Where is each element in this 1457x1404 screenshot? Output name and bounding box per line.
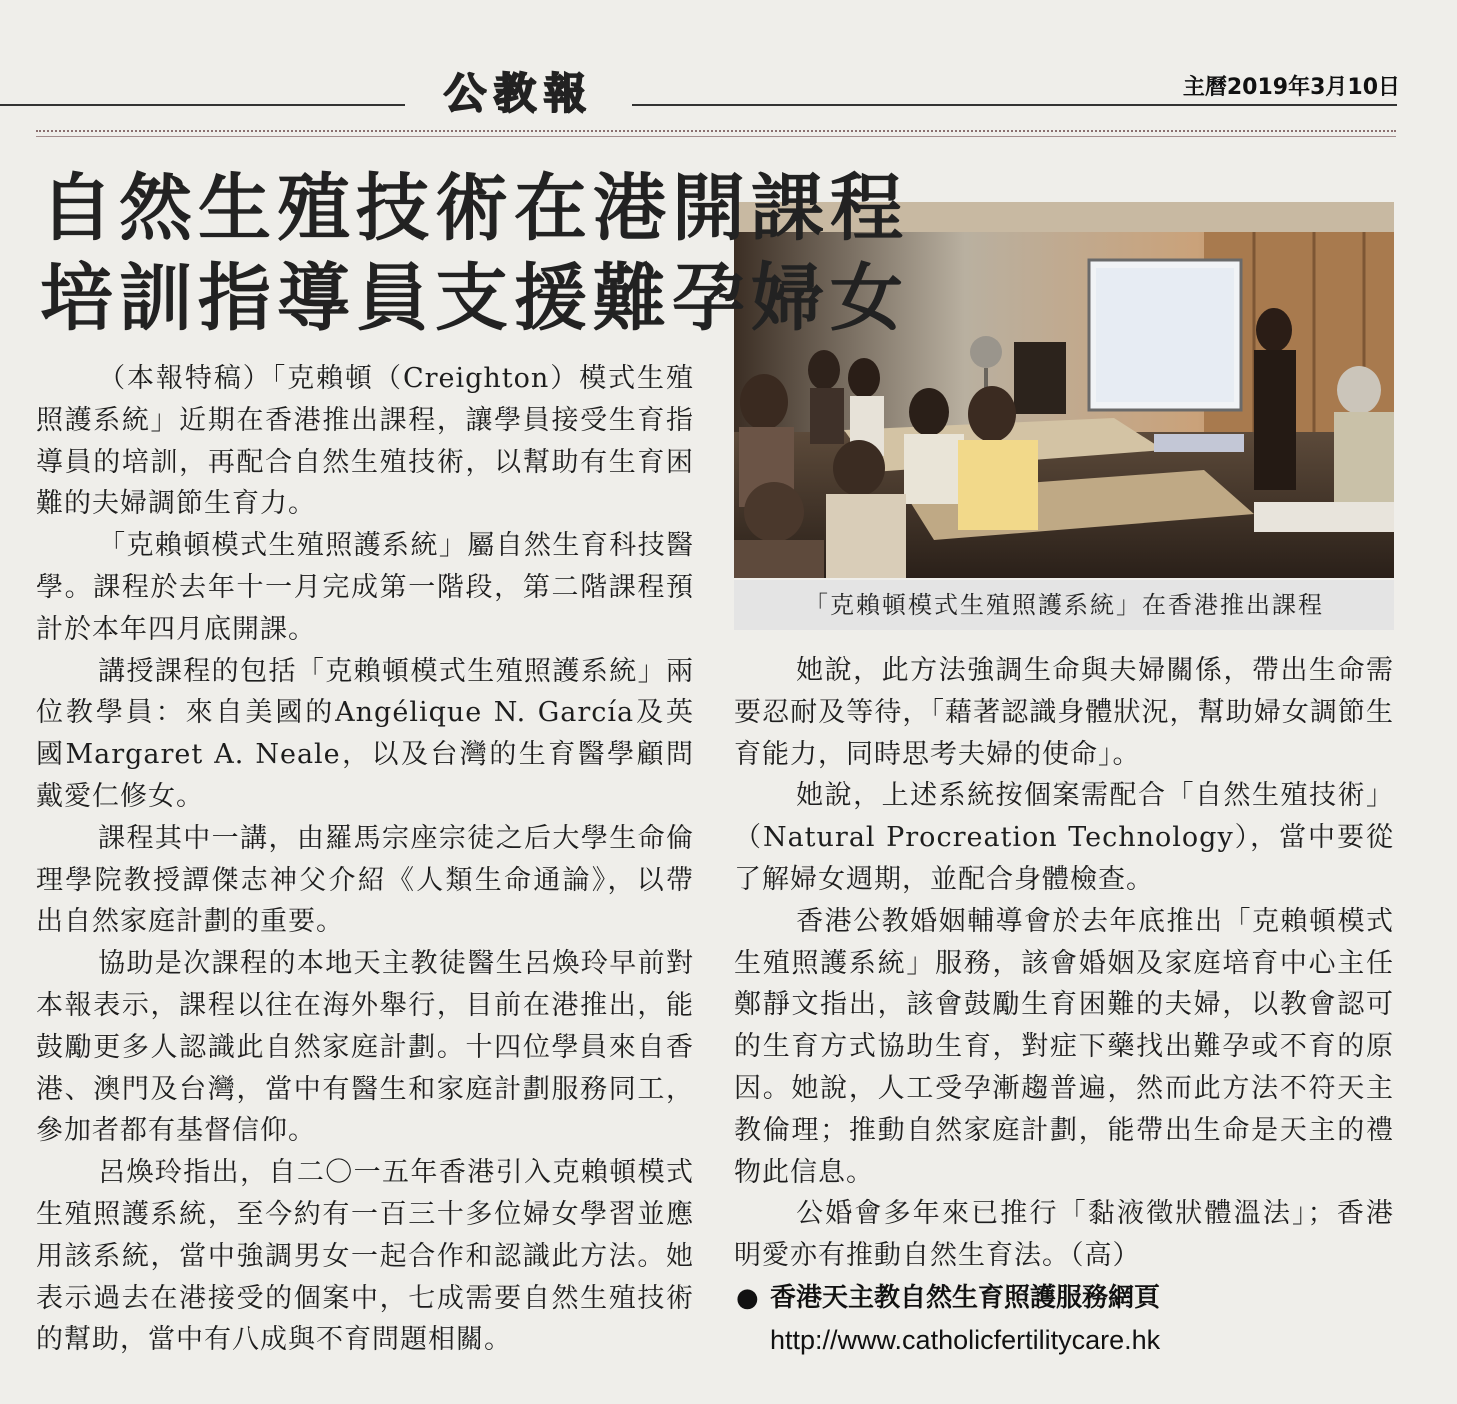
paragraph: 她說，此方法強調生命與夫婦關係，帶出生命需要忍耐及等待，「藉著認識身體狀況，幫助婦女調節生育能力，同時思考夫婦的使命」。	[734, 655, 1394, 770]
paragraph: 協助是次課程的本地天主教徒醫生呂煥玲早前對本報表示，課程以往在海外舉行，目前在港推出，能鼓勵更多人認識此自然家庭計劃。十四位學員來自香港、澳門及台灣，當中有醫生和家庭計劃服務同工，參加者都有基督信仰。	[36, 948, 694, 1147]
article-column-right	[734, 650, 1394, 1277]
paragraph: 她說，上述系統按個案需配合「自然生殖技術」（Natural Procreation Technology），當中要從了解婦女週期，並配合身體檢查。	[734, 780, 1394, 895]
section-divider	[36, 130, 1396, 137]
paragraph: 課程其中一講，由羅馬宗座宗徒之后大學生命倫理學院教授譚傑志神父介紹《人類生命通論》，以帶出自然家庭計劃的重要。	[36, 822, 694, 938]
photo-caption: 「克賴頓模式生殖照護系統」在香港推出課程	[734, 580, 1394, 630]
bullet-icon: ●	[736, 1283, 759, 1313]
issue-date: 主曆2019年3月10日	[1182, 75, 1400, 100]
link-title-row	[736, 1278, 1396, 1318]
related-link	[736, 1278, 1396, 1362]
article-column-left	[36, 358, 694, 1361]
paragraph: 呂煥玲指出，自二〇一五年香港引入克賴頓模式生殖照護系統，至今約有一百三十多位婦女學習並應用該系統，當中強調男女一起合作和認識此方法。她表示過去在港接受的個案中，七成需要自然生殖技術的幫助，當中有八成與不育問題相關。	[36, 1157, 694, 1356]
paragraph: 「克賴頓模式生殖照護系統」屬自然生育科技醫學。課程於去年十一月完成第一階段，第二階課程預計於本年四月底開課。	[36, 530, 694, 645]
link-title: 香港天主教自然生育照護服務網頁	[770, 1283, 1161, 1313]
headline-line-1: 自然生殖技術在港開課程	[40, 166, 909, 251]
paragraph: 香港公教婚姻輔導會於去年底推出「克賴頓模式生殖照護系統」服務，該會婚姻及家庭培育中心主任鄭靜文指出，該會鼓勵生育困難的夫婦，以教會認可的生育方式協助生育，對症下藥找出難孕或不育的原因。她說，人工受孕漸趨普遍，然而此方法不符天主教倫理；推動自然家庭計劃，能帶出生命是天主的禮物此信息。	[734, 905, 1394, 1188]
link-url[interactable]: http://www.catholicfertilitycare.hk	[770, 1325, 1161, 1355]
article-headline	[40, 164, 940, 344]
paragraph: （本報特稿）「克賴頓（Creighton）模式生殖照護系統」近期在香港推出課程，讓學員接受生育指導員的培訓，再配合自然生殖技術，以幫助有生育困難的夫婦調節生育力。	[36, 363, 694, 520]
masthead-rule-left	[0, 104, 405, 106]
paragraph: 講授課程的包括「克賴頓模式生殖照護系統」兩位教學員：來自美國的Angélique N. García及英國Margaret A. Neale，以及台灣的生育醫學顧問戴愛仁修女。	[36, 655, 694, 812]
masthead-rule-right	[632, 104, 1397, 106]
paragraph: 公婚會多年來已推行「黏液徵狀體溫法」；香港明愛亦有推動自然生育法。（高）	[734, 1198, 1394, 1272]
masthead-title: 公教報	[443, 69, 594, 118]
headline-line-2: 培訓指導員支援難孕婦女	[40, 256, 909, 341]
